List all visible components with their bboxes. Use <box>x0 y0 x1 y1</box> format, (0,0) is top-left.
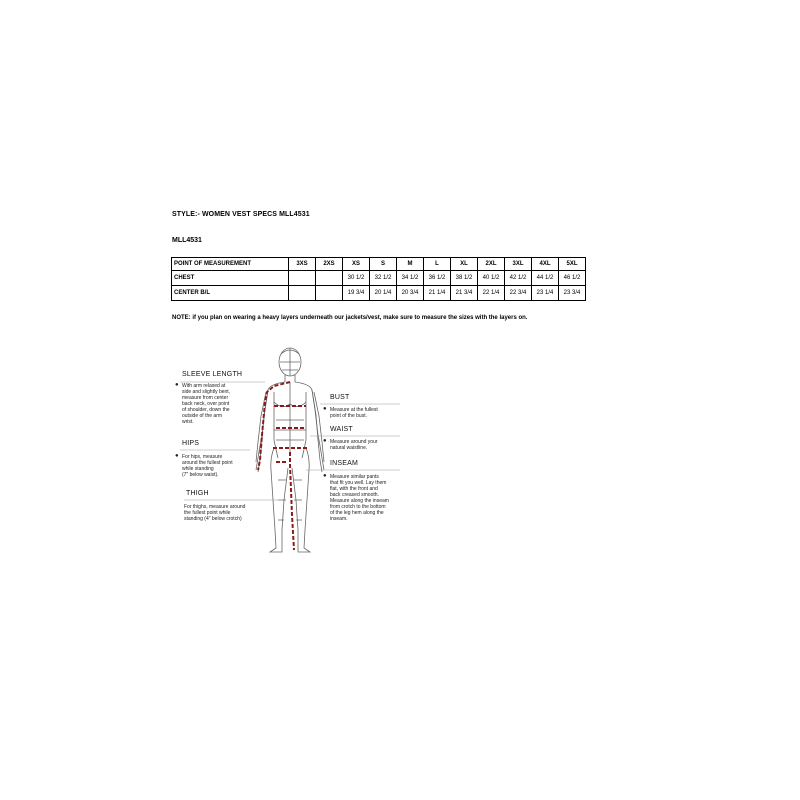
table-cell: 40 1/2 <box>478 271 505 286</box>
inseam-label: INSEAM <box>330 460 359 467</box>
table-row <box>172 286 586 301</box>
instruction-line: standing (4" below crotch) <box>184 516 242 522</box>
table-cell: 23 3/4 <box>559 286 586 301</box>
style-code: MLL4531 <box>172 237 202 244</box>
table-cell: 22 1/4 <box>478 286 505 301</box>
table-header-cell: 5XL <box>559 258 586 271</box>
table-cell: 36 1/2 <box>424 271 451 286</box>
table-cell: 30 1/2 <box>343 271 370 286</box>
size-spec-table <box>171 257 586 301</box>
table-cell: 34 1/2 <box>397 271 424 286</box>
instruction-line: from crotch to the bottom <box>330 504 386 510</box>
table-cell: 38 1/2 <box>451 271 478 286</box>
layering-note: NOTE: if you plan on wearing a heavy layers underneath our jackets/vest, make sure to measure the sizes with the layers on. <box>172 315 528 321</box>
measurement-guide <box>170 340 410 560</box>
instruction-line: Measure similar pants <box>330 474 379 480</box>
table-header-cell: L <box>424 258 451 271</box>
instruction-line: inseam. <box>330 516 348 522</box>
table-cell: 44 1/2 <box>532 271 559 286</box>
table-header-cell: S <box>370 258 397 271</box>
table-cell <box>316 286 343 301</box>
table-header-cell: 3XL <box>505 258 532 271</box>
waist-label: WAIST <box>330 426 353 433</box>
bullet-icon: ● <box>323 438 327 444</box>
instruction-line: measure from center <box>182 395 229 401</box>
table-header-row <box>172 258 586 271</box>
instruction-line: Measure at the fullest <box>330 407 378 413</box>
instruction-line: Measure along the inseam <box>330 498 389 504</box>
bust-label: BUST <box>330 394 350 401</box>
thigh-label: THIGH <box>186 490 209 497</box>
instruction-line: around the fullest point <box>182 460 233 466</box>
instruction-line: back creased smooth. <box>330 492 379 498</box>
instruction-line: of shoulder, down the <box>182 407 230 413</box>
instruction-line: For thighs, measure around <box>184 504 246 510</box>
instruction-line: back neck, over point <box>182 401 230 407</box>
table-cell: CHEST <box>172 271 289 286</box>
table-header-cell: M <box>397 258 424 271</box>
instruction-line: (7" below waist). <box>182 472 219 478</box>
table-cell <box>316 271 343 286</box>
table-row <box>172 271 586 286</box>
instruction-line: natural waistline. <box>330 445 368 451</box>
thigh-instructions <box>184 504 245 522</box>
table-cell: 23 1/4 <box>532 286 559 301</box>
hips-instructions <box>182 454 233 478</box>
bust-instructions <box>330 407 378 419</box>
instruction-line: With arm relaxed at <box>182 383 226 389</box>
table-cell: 46 1/2 <box>559 271 586 286</box>
hips-label: HIPS <box>182 440 200 447</box>
table-cell <box>289 271 316 286</box>
instruction-line: wrist. <box>182 419 194 425</box>
instruction-line: of the leg hem along the <box>330 510 384 516</box>
instruction-line: side and slightly bent, <box>182 389 231 395</box>
instruction-line: For hips, measure <box>182 454 223 460</box>
instruction-line: the fullest point while <box>184 510 231 516</box>
table-header-cell: 2XS <box>316 258 343 271</box>
waist-instructions <box>330 439 378 451</box>
instruction-line: point of the bust. <box>330 413 367 419</box>
sleeve-length-instructions <box>182 383 230 425</box>
table-cell: 21 3/4 <box>451 286 478 301</box>
instruction-line: flat, with the front and <box>330 486 378 492</box>
table-header-cell: 3XS <box>289 258 316 271</box>
bullet-icon: ● <box>323 406 327 412</box>
table-cell: CENTER B/L <box>172 286 289 301</box>
table-cell: 32 1/2 <box>370 271 397 286</box>
sleeve-length-label: SLEEVE LENGTH <box>182 371 243 378</box>
table-cell: 21 1/4 <box>424 286 451 301</box>
table-cell: 19 3/4 <box>343 286 370 301</box>
table-header-cell: 4XL <box>532 258 559 271</box>
style-title: STYLE:- WOMEN VEST SPECS MLL4531 <box>172 211 310 218</box>
table-cell: 42 1/2 <box>505 271 532 286</box>
inseam-instructions <box>330 474 389 522</box>
table-header-cell: POINT OF MEASUREMENT <box>172 258 289 271</box>
bullet-icon: ● <box>175 382 179 388</box>
instruction-line: that fit you well. Lay them <box>330 480 387 486</box>
table-header-cell: XS <box>343 258 370 271</box>
table-cell: 22 3/4 <box>505 286 532 301</box>
instruction-line: outside of the arm <box>182 413 223 419</box>
instruction-line: while standing <box>182 466 214 472</box>
bullet-icon: ● <box>175 453 179 459</box>
table-cell: 20 1/4 <box>370 286 397 301</box>
table-cell: 20 3/4 <box>397 286 424 301</box>
bullet-icon: ● <box>323 473 327 479</box>
table-header-cell: XL <box>451 258 478 271</box>
instruction-line: Measure around your <box>330 439 378 445</box>
table-cell <box>289 286 316 301</box>
table-header-cell: 2XL <box>478 258 505 271</box>
